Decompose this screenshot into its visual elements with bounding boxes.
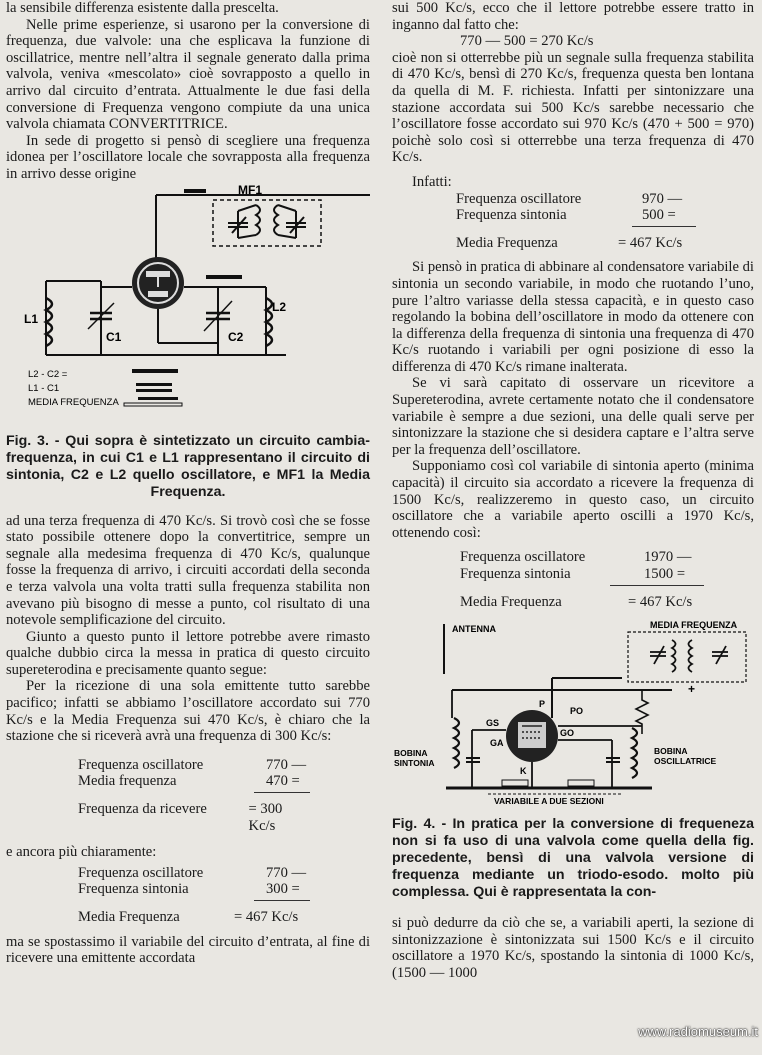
calc-value: = 300 Kc/s [248,801,283,834]
mf1-coils [228,205,306,238]
watermark: www.radiomuseum.it [638,1024,758,1039]
calc-value: = 467 Kc/s [618,234,683,251]
bobina-osc-1: BOBINA [654,746,688,757]
calc-rule [610,585,704,586]
calc-value: = 467 Kc/s [628,593,693,610]
pin-p: P [539,699,546,710]
calc-value: 1970 — [644,549,692,566]
calc-value: 770 — [266,756,307,773]
paragraph: e ancora più chiaramente: [6,844,157,861]
calc-label: Frequenza da ricevere [78,801,207,818]
mf-label: MEDIA FREQUENZA [650,620,738,631]
calc-rule [632,226,696,227]
antenna-label: ANTENNA [452,624,496,635]
mf1-label: MF1 [238,182,262,197]
figure-4-caption: Fig. 4. - In pratica per la conversione di frequeneza non si fa uso di una valvola come quella della fig. precedente, bensì di una valvola versione di frequenza mediante un triodo-esodo. molto più complessa. Qui è rappresentata la con- [392,816,754,901]
paragraph: Nelle prime esperienze, si usarono per la conversione di frequenza, due valvole: una che esplicava la funzione di oscillatrice, mentre nell’altra il segnale generato dalla prima valvola, veniva «mescolato» cioè sovrapposto a quello in arrivo dal circuito d’entrata. Attualmente le due fasi della conversione di Frequenza vengono compiute da una unica valvola chiamata CONVERTITRICE. [6,16,370,133]
calc-label: Frequenza oscillatore [460,549,586,566]
paragraph: Si pensò in pratica di abbinare al condensatore variabile di sintonia un secondo variabile, in modo che ruotando l’uno, pure l’altro variasse della stessa capacità, e in questo caso regolando la bobina dell’oscillatore in modo da ottenere con la differenza della frequenza di sintonia una frequenza di 470 Kc/s ruotando i variabili per ogni posizione di esso la differenza di 470 Kc/s rimane inalterata. [392,259,754,375]
mf-box [628,632,746,682]
calc-label: Media Frequenza [78,909,180,925]
calc-label: Frequenza oscillatore [78,756,204,773]
left-column [6,0,370,967]
c2-label: C2 [228,329,244,344]
pin-k: K [520,766,527,777]
pin-gs: GS [486,718,500,729]
calc-label: Media frequenza [78,773,177,790]
pin-ga: GA [490,738,504,749]
calc-label: Frequenza sintonia [456,207,567,224]
paragraph: Per la ricezione di una sola emittente tutto sarebbe pacifico; infatti se abbiamo l’oscillatore accordato sui 770 Kc/s e la Media Frequenza sui 470 Kc/s, è chiaro che la stazione che si riceverà avrà una frequenza di 300 Kc/s: [6,678,370,745]
bobina-sintonia-1: BOBINA [394,748,428,759]
paragraph: Supponiamo così col variabile di sintonia aperto (minima capacità) il circuito sia accordato a ricevere la frequenza di 1500 Kc/s, realizzeremo in questo caso, un circuito oscillatore che a variabile aperto oscilli a 1970 Kc/s, ottenendo così: [392,458,754,541]
legend-l1c1: L1 - C1 [28,382,60,394]
equation: 770 — 500 = 270 Kc/s [460,33,594,50]
calc-label: Frequenza sintonia [78,881,189,898]
paragraph: ma se spostassimo il variabile del circuito d’entrata, al fine di ricevere una emittente accordata [6,933,370,967]
paragraph: ad una terza frequenza di 470 Kc/s. Si trovò così che se fosse stato possibile ottenere dopo la convertitrice, sempre un segnale alla medesima frequenza di 470 Kc/s, qualunque fosse la frequenza di arrivo, i circuiti accordati della seconda e terza valvola una volta tratti sulla frequenza stabilita non avevano più bisogno di messe a punto, col risultato di una notevole semplificazione del circuito. [6,512,370,629]
paragraph: Se vi sarà capitato di osservare un ricevitore a Supereterodina, avrete certamente notato che il condensatore variabile è sempre a due sezioni, una delle quali serve per sintonizzare la stazione che si desidera captare e l’altra serve per la frequenza dell’oscillatore. [392,375,754,458]
paragraph: si può dedurre da ciò che se, a variabili aperti, la sezione di sintonizzazione è sintonizzata sui 1500 Kc/s e il circuito oscillatore a 1970 Kc/s, spostando la sintonia di 1000 Kc/s, (1500 — 1000 [392,915,754,981]
calc-label: Frequenza oscillatore [456,190,582,207]
calc-label: Media Frequenza [456,234,558,251]
l2-label: L2 [272,299,287,314]
calculation-4 [460,549,704,610]
calculation-1 [78,757,310,834]
c1-label: C1 [106,329,122,344]
calculation-2 [78,865,310,926]
calc-value: 970 — [642,190,683,207]
paragraph: In sede di progetto si pensò di scegliere una frequenza idonea per l’oscillatore locale che sovrapposta alla frequenza in arrivo desse origine [6,132,370,182]
paragraph: la sensibile differenza esistente dalla prescelta. [6,0,279,16]
pin-po: PO [570,706,584,717]
calc-value: 470 = [266,773,300,790]
calc-label: Media Frequenza [460,593,562,610]
bobina-osc-2: OSCILLATRICE [654,756,717,767]
paragraph: cioè non si otterrebbe più un segnale sulla frequenza stabilita di 470 Kc/s, bensì di 270 Kc/s, frequenza questa ben lontana da quella di M. F. richiesta. Infatti per sintonizzare una stazione accordata sui 500 Kc/s sarebbe necessario che l’oscillatore fosse accordato sui 970 Kc/s (470 + 500 = 970) poichè solo così si otterrebbe una terza frequenza di 470 Kc/s. [392,49,754,166]
calc-value: 500 = [642,207,676,224]
calculation-3 [456,191,696,252]
pin-go: GO [560,728,575,739]
variabile-label: VARIABILE A DUE SEZIONI [494,796,604,807]
wire-marker [184,189,206,193]
l1-label: L1 [24,311,39,326]
paragraph: Giunto a questo punto il lettore potrebbe avere rimasto qualche dubbio circa la messa in pratica di questo circuito supereterodina e precisamente quanto segue: [6,628,370,678]
legend-l2c2: L2 - C2 = [28,368,68,380]
coil-oscillatrice [632,728,637,778]
calc-value: 300 = [266,881,300,898]
calc-rule [254,900,310,901]
calc-value: 1500 = [644,566,686,582]
paragraph: sui 500 Kc/s, ecco che il lettore potrebbe essere tratto in inganno dal fatto che: [392,0,754,33]
legend-media: MEDIA FREQUENZA [28,396,119,408]
calc-value: 770 — [266,864,307,881]
coil-sintonia [454,718,459,768]
calc-label: Frequenza oscillatore [78,864,204,881]
figure-3-caption: Fig. 3. - Qui sopra è sintetizzato un circuito cambia-frequenza, in cui C1 e L1 rappresentano il circuito di sintonia, C2 e L2 quello oscillatore, e MF1 la Media Frequenza. [6,432,370,500]
calc-value: = 467 Kc/s [234,909,299,925]
calc-rule [254,792,310,793]
infatti-label: Infatti: [412,173,452,190]
figure-4-circuit [392,618,754,808]
bobina-sintonia-2: SINTONIA [394,758,435,769]
right-column [392,0,754,982]
figure-3-circuit [6,183,370,433]
plus-label: + [688,682,696,697]
calc-label: Frequenza sintonia [460,566,571,582]
